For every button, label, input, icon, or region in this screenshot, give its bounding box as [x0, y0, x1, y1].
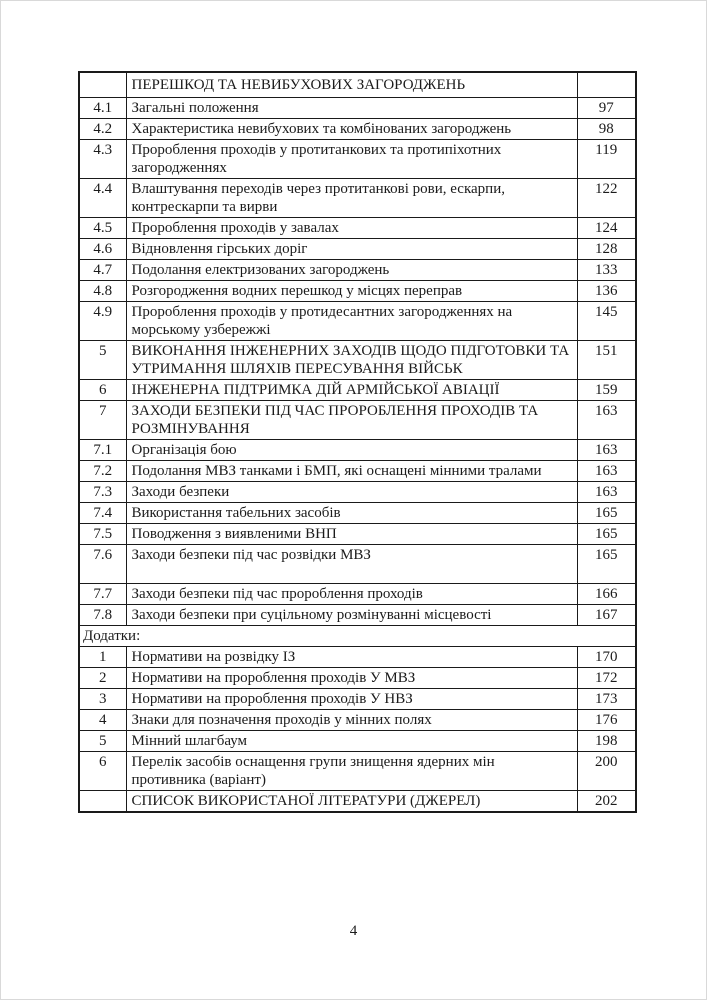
toc-entry-title: Поводження з виявленими ВНП — [126, 524, 577, 545]
toc-entry-page: 172 — [577, 668, 636, 689]
table-row — [79, 281, 636, 302]
toc-entry-number: 7.2 — [79, 461, 126, 482]
toc-entry-page: 97 — [577, 98, 636, 119]
toc-entry-page: 119 — [577, 140, 636, 179]
toc-entry-page: 124 — [577, 218, 636, 239]
toc-entry-number: 6 — [79, 380, 126, 401]
toc-entry-page: 98 — [577, 119, 636, 140]
toc-entry-number: 7 — [79, 401, 126, 440]
toc-entry-title: Використання табельних засобів — [126, 503, 577, 524]
table-row — [79, 179, 636, 218]
table-row — [79, 689, 636, 710]
toc-entry-number: 4.4 — [79, 179, 126, 218]
toc-entry-page: 163 — [577, 461, 636, 482]
toc-entry-number: 4.1 — [79, 98, 126, 119]
table-row — [79, 119, 636, 140]
table-row — [79, 239, 636, 260]
toc-entry-title: Заходи безпеки під час пророблення проходів — [126, 584, 577, 605]
toc-entry-page: 167 — [577, 605, 636, 626]
toc-entry-number: 4.6 — [79, 239, 126, 260]
toc-entry-page: 128 — [577, 239, 636, 260]
toc-entry-number: 7.1 — [79, 440, 126, 461]
toc-entry-title: Нормативи на пророблення проходів У НВЗ — [126, 689, 577, 710]
table-row — [79, 482, 636, 503]
toc-entry-title: Відновлення гірських доріг — [126, 239, 577, 260]
toc-entry-page: 163 — [577, 440, 636, 461]
toc-entry-page: 163 — [577, 401, 636, 440]
toc-entry-title: Заходи безпеки — [126, 482, 577, 503]
table-row — [79, 647, 636, 668]
toc-entry-title: ЗАХОДИ БЕЗПЕКИ ПІД ЧАС ПРОРОБЛЕННЯ ПРОХОДІВ ТА РОЗМІНУВАННЯ — [126, 401, 577, 440]
toc-entry-number: 7.7 — [79, 584, 126, 605]
toc-entry-number: 4.3 — [79, 140, 126, 179]
toc-entry-title: Заходи безпеки при суцільному розмінуванні місцевості — [126, 605, 577, 626]
toc-entry-number: 4.5 — [79, 218, 126, 239]
table-row — [79, 584, 636, 605]
table-row — [79, 605, 636, 626]
toc-entry-title: Нормативи на пророблення проходів У МВЗ — [126, 668, 577, 689]
section-label: Додатки: — [79, 626, 636, 647]
toc-entry-page: 176 — [577, 710, 636, 731]
toc-entry-page: 165 — [577, 524, 636, 545]
section-row — [79, 626, 636, 647]
toc-entry-page: 166 — [577, 584, 636, 605]
table-row — [79, 98, 636, 119]
toc-entry-title: Пророблення проходів у завалах — [126, 218, 577, 239]
toc-entry-title: Нормативи на розвідку ІЗ — [126, 647, 577, 668]
table-row — [79, 668, 636, 689]
toc-entry-number: 4.8 — [79, 281, 126, 302]
table-row — [79, 710, 636, 731]
toc-entry-page: 136 — [577, 281, 636, 302]
toc-entry-page: 200 — [577, 752, 636, 791]
toc-entry-page: 202 — [577, 791, 636, 813]
toc-entry-number — [79, 72, 126, 98]
toc-entry-number: 6 — [79, 752, 126, 791]
toc-entry-number: 4.7 — [79, 260, 126, 281]
toc-table — [78, 71, 637, 813]
toc-entry-title: Організація бою — [126, 440, 577, 461]
table-row — [79, 341, 636, 380]
toc-entry-title: Пророблення проходів у протитанкових та протипіхотних загородженнях — [126, 140, 577, 179]
table-row — [79, 72, 636, 98]
toc-entry-number: 5 — [79, 341, 126, 380]
toc-entry-title: Влаштування переходів через протитанкові рови, ескарпи, контрескарпи та вирви — [126, 179, 577, 218]
toc-entry-page: 165 — [577, 545, 636, 584]
table-row — [79, 140, 636, 179]
toc-entry-page: 165 — [577, 503, 636, 524]
toc-entry-title: СПИСОК ВИКОРИСТАНОЇ ЛІТЕРАТУРИ (ДЖЕРЕЛ) — [126, 791, 577, 813]
toc-entry-title: ПЕРЕШКОД ТА НЕВИБУХОВИХ ЗАГОРОДЖЕНЬ — [126, 72, 577, 98]
toc-entry-number: 4.2 — [79, 119, 126, 140]
toc-entry-title: Розгородження водних перешкод у місцях переправ — [126, 281, 577, 302]
toc-entry-page: 145 — [577, 302, 636, 341]
table-row — [79, 791, 636, 813]
toc-table-body — [79, 72, 636, 812]
table-row — [79, 545, 636, 584]
toc-entry-page: 159 — [577, 380, 636, 401]
toc-entry-number — [79, 791, 126, 813]
toc-entry-title: Заходи безпеки під час розвідки МВЗ — [126, 545, 577, 584]
toc-entry-number: 7.8 — [79, 605, 126, 626]
toc-entry-title: Мінний шлагбаум — [126, 731, 577, 752]
table-row — [79, 260, 636, 281]
table-row — [79, 503, 636, 524]
table-row — [79, 380, 636, 401]
table-row — [79, 302, 636, 341]
toc-entry-page: 151 — [577, 341, 636, 380]
toc-entry-number: 2 — [79, 668, 126, 689]
toc-entry-page: 122 — [577, 179, 636, 218]
toc-entry-title: Пророблення проходів у протидесантних загородженнях на морському узбережжі — [126, 302, 577, 341]
toc-entry-number: 7.5 — [79, 524, 126, 545]
toc-entry-title: ІНЖЕНЕРНА ПІДТРИМКА ДІЙ АРМІЙСЬКОЇ АВІАЦІЇ — [126, 380, 577, 401]
toc-entry-title: Подолання МВЗ танками і БМП, які оснащені мінними тралами — [126, 461, 577, 482]
toc-entry-page: 133 — [577, 260, 636, 281]
toc-entry-title: Знаки для позначення проходів у мінних полях — [126, 710, 577, 731]
toc-entry-number: 5 — [79, 731, 126, 752]
toc-entry-title: Перелік засобів оснащення групи знищення ядерних мін противника (варіант) — [126, 752, 577, 791]
table-row — [79, 401, 636, 440]
page-number: 4 — [349, 923, 358, 939]
table-row — [79, 218, 636, 239]
toc-entry-title: ВИКОНАННЯ ІНЖЕНЕРНИХ ЗАХОДІВ ЩОДО ПІДГОТОВКИ ТА УТРИМАННЯ ШЛЯХІВ ПЕРЕСУВАННЯ ВІЙСЬК — [126, 341, 577, 380]
table-row — [79, 524, 636, 545]
toc-entry-number: 4.9 — [79, 302, 126, 341]
toc-entry-page: 198 — [577, 731, 636, 752]
toc-entry-title: Характеристика невибухових та комбінованих загороджень — [126, 119, 577, 140]
toc-entry-number: 1 — [79, 647, 126, 668]
toc-entry-number: 7.6 — [79, 545, 126, 584]
toc-entry-page: 163 — [577, 482, 636, 503]
table-row — [79, 752, 636, 791]
toc-entry-page — [577, 72, 636, 98]
table-row — [79, 731, 636, 752]
toc-entry-number: 7.3 — [79, 482, 126, 503]
toc-entry-title: Загальні положення — [126, 98, 577, 119]
toc-entry-number: 7.4 — [79, 503, 126, 524]
table-row — [79, 461, 636, 482]
toc-entry-page: 173 — [577, 689, 636, 710]
toc-entry-number: 4 — [79, 710, 126, 731]
toc-entry-title: Подолання електризованих загороджень — [126, 260, 577, 281]
table-row — [79, 440, 636, 461]
toc-entry-page: 170 — [577, 647, 636, 668]
toc-entry-number: 3 — [79, 689, 126, 710]
